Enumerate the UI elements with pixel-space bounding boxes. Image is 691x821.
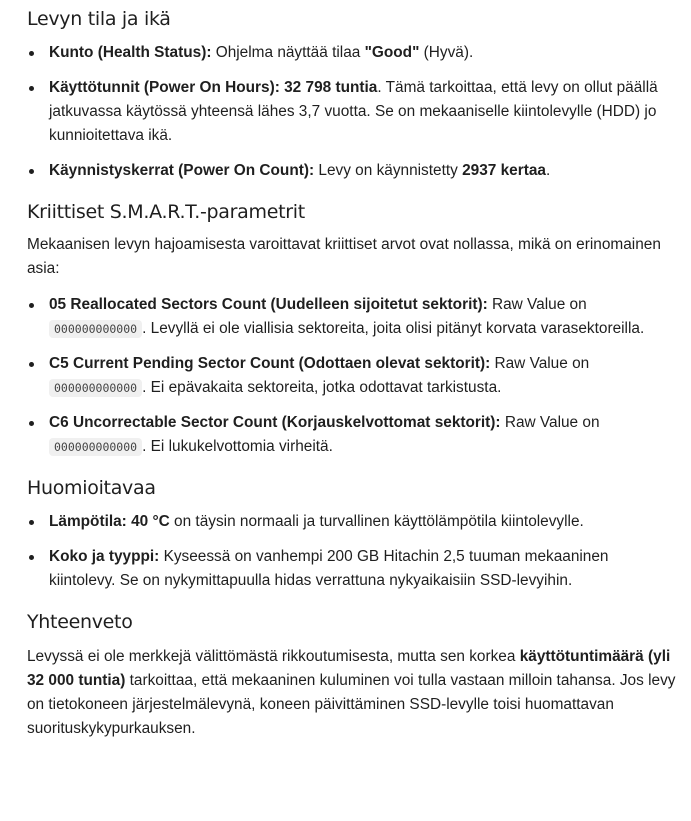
summary-highlight: käyttötuntimäärä (yli 32 000 tuntia) [27, 648, 671, 689]
list-drive-status [27, 41, 677, 183]
list-item [27, 41, 677, 65]
item-text: Raw Value on [500, 414, 600, 431]
item-text: . [545, 162, 551, 179]
item-label: Koko ja tyyppi: [49, 548, 160, 565]
item-text: . Tämä tarkoittaa, että levy on ollut päällä jatkuvassa käytössä yhteensä lähes 3,7 vuotta. Se on mekaaniselle kiintolevylle (HDD) jo kunnioitettava ikä. [49, 79, 658, 144]
item-label: C5 Current Pending Sector Count (Odottaen olevat sektorit): [49, 355, 491, 372]
item-label: Käynnistyskerrat (Power On Count): [49, 162, 315, 179]
item-label: C6 Uncorrectable Sector Count (Korjauskelvottomat sektorit): [49, 414, 501, 431]
item-label: Lämpötila: 40 °C [49, 513, 170, 530]
item-label: Kunto (Health Status): [49, 44, 212, 61]
item-text: Levy on käynnistetty [314, 162, 463, 179]
list-smart-parameters [27, 293, 677, 459]
section-notes [27, 476, 677, 593]
heading-summary: Yhteenveto [27, 611, 133, 633]
raw-value-code: 000000000000 [49, 438, 142, 456]
section-smart-parameters [27, 200, 677, 459]
item-text: . Ei epävakaita sektoreita, jotka odottavat tarkistusta. [142, 379, 502, 396]
heading-notes: Huomioitavaa [27, 477, 156, 499]
list-notes [27, 510, 677, 593]
section-drive-status [27, 0, 677, 183]
item-value: 2937 kertaa [462, 162, 546, 179]
item-text: Kyseessä on vanhempi 200 GB Hitachin 2,5 tuuman mekaaninen kiintolevy. Se on nykymittapuulla hidas verrattuna nykyaikaisiin SSD-levyihin. [49, 548, 609, 589]
item-text: Raw Value on [490, 355, 590, 372]
list-item [27, 76, 677, 148]
smart-intro: Mekaanisen levyn hajoamisesta varoittavat kriittiset arvot ovat nollassa, mikä on erinomainen asia: [27, 236, 661, 277]
section-summary [27, 610, 677, 741]
heading-smart-parameters: Kriittiset S.M.A.R.T.-parametrit [27, 201, 305, 223]
list-item [27, 352, 677, 400]
list-item [27, 411, 677, 459]
item-text: (Hyvä). [419, 44, 474, 61]
item-text: Raw Value on [487, 296, 587, 313]
item-text: on täysin normaali ja turvallinen käyttölämpötila kiintolevylle. [169, 513, 584, 530]
item-label: Käyttötunnit (Power On Hours): 32 798 tuntia [49, 79, 378, 96]
list-item [27, 293, 677, 341]
list-item [27, 159, 677, 183]
list-item [27, 510, 677, 534]
list-item [27, 545, 677, 593]
raw-value-code: 000000000000 [49, 379, 142, 397]
summary-text: Levyssä ei ole merkkejä välittömästä rikkoutumisesta, mutta sen korkea [27, 648, 520, 665]
summary-text: tarkoittaa, että mekaaninen kuluminen voi tulla vastaan milloin tahansa. Jos levy on tietokoneen järjestelmälevynä, koneen päivittäminen SSD-levylle toisi huomattavan suorituskykypurkauksen. [27, 672, 676, 737]
item-value: "Good" [364, 44, 420, 61]
heading-drive-status: Levyn tila ja ikä [27, 8, 171, 30]
item-text: . Ei lukukelvottomia virheitä. [142, 438, 333, 455]
item-text: Ohjelma näyttää tilaa [211, 44, 365, 61]
summary-paragraph [27, 645, 677, 741]
item-text: . Levyllä ei ole viallisia sektoreita, joita olisi pitänyt korvata varasektoreilla. [142, 320, 645, 337]
item-label: 05 Reallocated Sectors Count (Uudelleen sijoitetut sektorit): [49, 296, 488, 313]
raw-value-code: 000000000000 [49, 320, 142, 338]
